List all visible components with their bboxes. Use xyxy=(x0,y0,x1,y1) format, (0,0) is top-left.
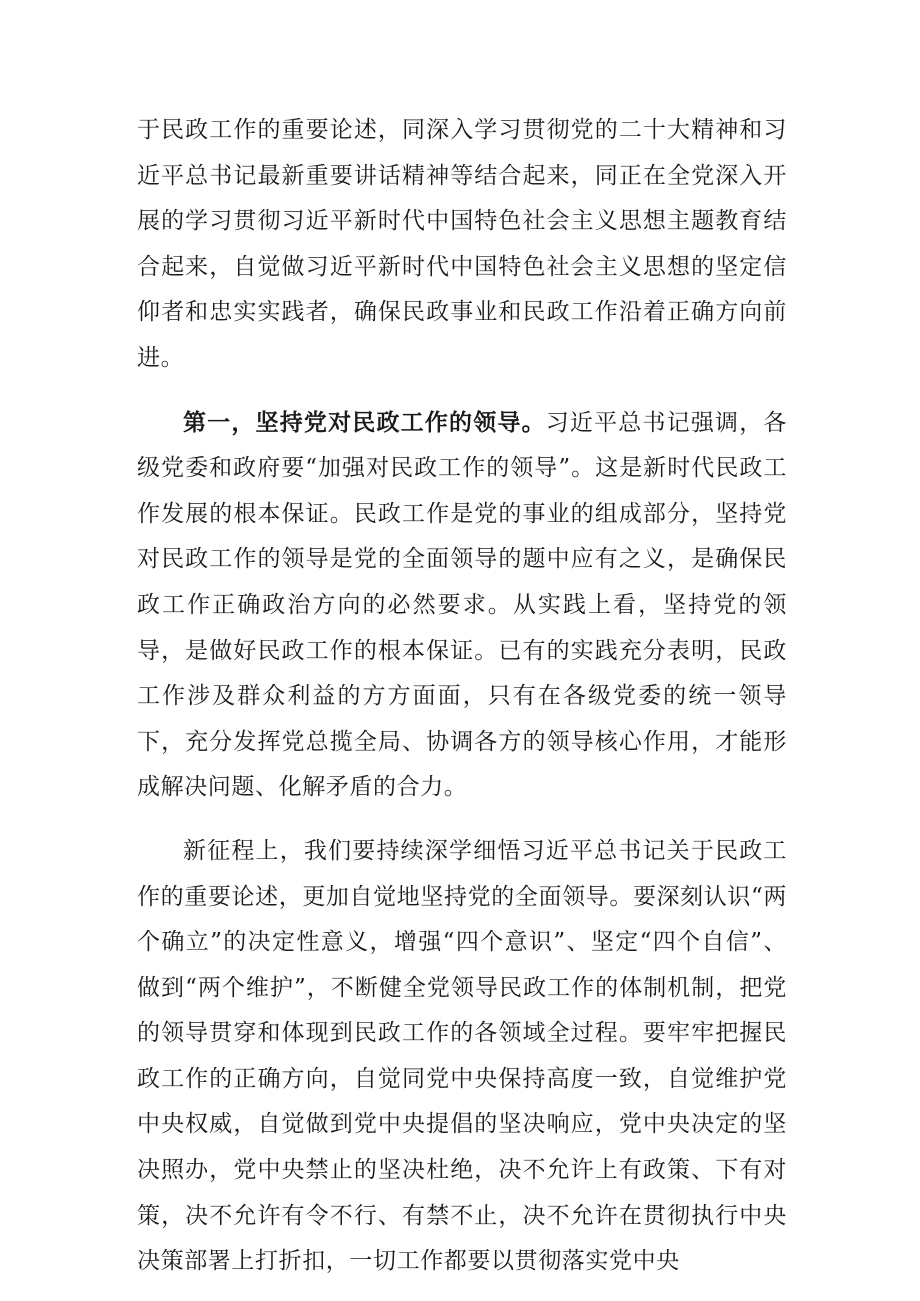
paragraph-continuation xyxy=(137,108,787,382)
paragraph-spacer xyxy=(137,811,787,829)
paragraph-text: 习近平总书记强调，各级党委和政府要“加强对民政工作的领导”。这是新时代民政工作发展的根本保证。民政工作是党的事业的组成部分，坚持党对民政工作的领导是党的全面领导的题中应有之义，是确保民政工作正确政治方向的必然要求。从实践上看，坚持党的领导，是做好民政工作的根本保证。已有的实践充分表明，民政工作涉及群众利益的方方面面，只有在各级党委的统一领导下，充分发挥党总揽全局、协调各方的领导核心作用，才能形成解决问题、化解矛盾的合力。 xyxy=(137,409,787,801)
paragraph-new-journey xyxy=(137,829,787,1285)
paragraph-text: 新征程上，我们要持续深学细悟习近平总书记关于民政工作的重要论述，更加自觉地坚持党的全面领导。要深刻认识“两个确立”的决定性意义，增强“四个意识”、坚定“四个自信”、做到“两个维护”，不断健全党领导民政工作的体制机制，把党的领导贯穿和体现到民政工作的各领域全过程。要牢牢把握民政工作的正确方向，自觉同党中央保持高度一致，自觉维护党中央权威，自觉做到党中央提倡的坚决响应，党中央决定的坚决照办，党中央禁止的坚决杜绝，决不允许上有政策、下有对策，决不允许有令不行、有禁不止，决不允许在贯彻执行中央决策部署上打折扣，一切工作都要以贯彻落实党中央 xyxy=(137,837,787,1275)
paragraph-lead-heading: 第一，坚持党对民政工作的领导。 xyxy=(183,408,546,436)
paragraph-first-point xyxy=(137,400,787,811)
paragraph-spacer xyxy=(137,382,787,400)
document-body xyxy=(137,108,787,1285)
paragraph-text: 于民政工作的重要论述，同深入学习贯彻党的二十大精神和习近平总书记最新重要讲话精神等结合起来，同正在全党深入开展的学习贯彻习近平新时代中国特色社会主义思想主题教育结合起来，自觉做习近平新时代中国特色社会主义思想的坚定信仰者和忠实实践者，确保民政事业和民政工作沿着正确方向前进。 xyxy=(137,117,787,371)
